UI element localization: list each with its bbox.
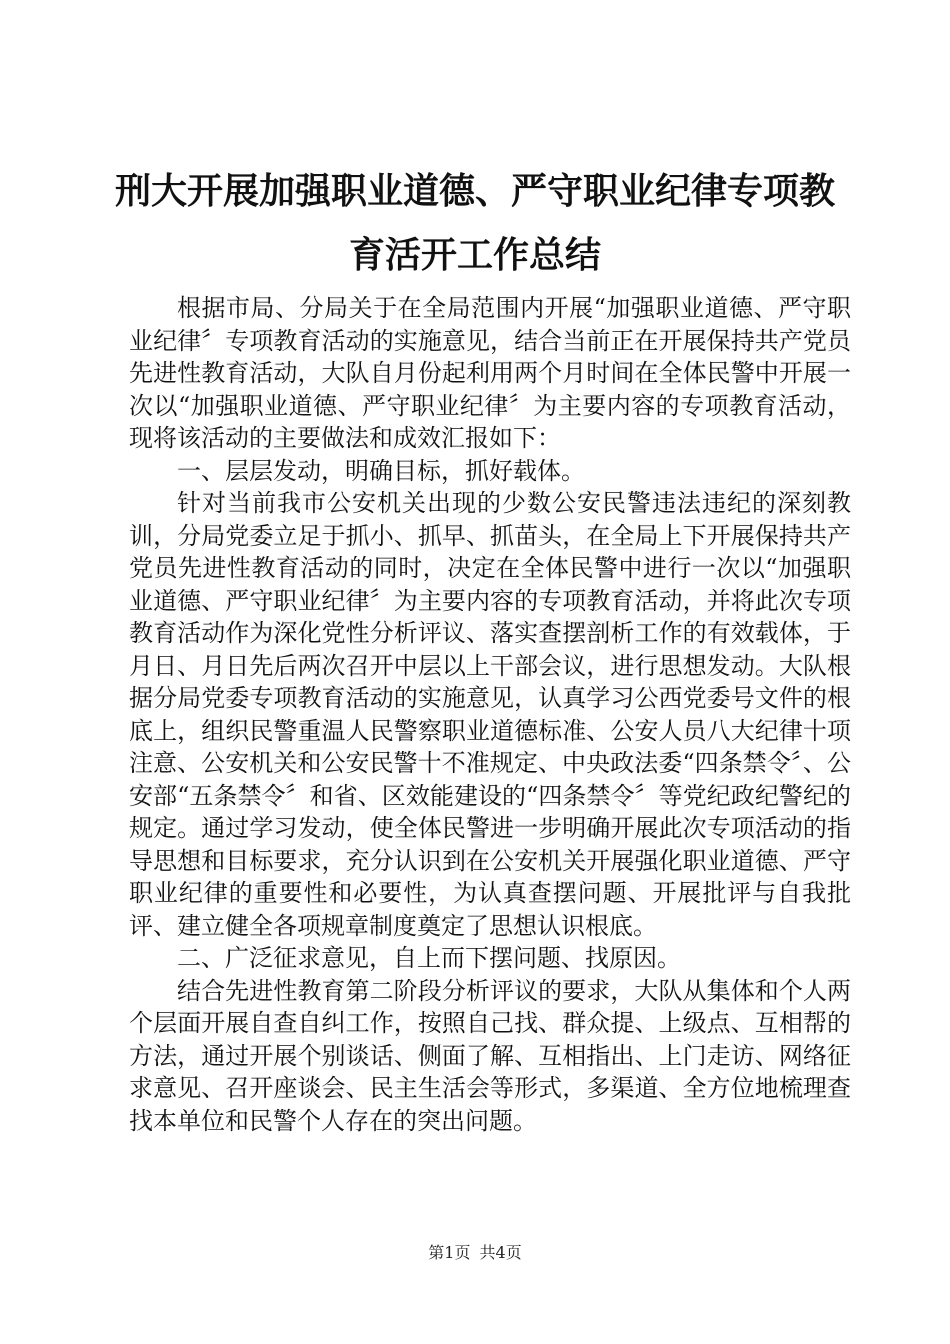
- page-footer: [0, 1243, 950, 1263]
- paragraph-section-1: 针对当前我市公安机关出现的少数公安民警违法违纪的深刻教训，分局党委立足于抓小、抓早、抓苗头，在全局上下开展保持共产党员先进性教育活动的同时，决定在全体民警中进行一次以“加强职业道德、严守职业纪律〞为主要内容的专项教育活动，并将此次专项教育活动作为深化党性分析评议、落实查摆剖析工作的有效载体，于月日、月日先后两次召开中层以上干部会议，进行思想发动。大队根据分局党委专项教育活动的实施意见，认真学习公西党委号文件的根底上，组织民警重温人民警察职业道德标准、公安人员八大纪律十项注意、公安机关和公安民警十不准规定、中央政法委“四条禁令〞、公安部“五条禁令〞和省、区效能建设的“四条禁令〞等党纪政纪警纪的规定。通过学习发动，使全体民警进一步明确开展此次专项活动的指导思想和目标要求，充分认识到在公安机关开展强化职业道德、严守职业纪律的重要性和必要性，为认真查摆问题、开展批评与自我批评、建立健全各项规章制度奠定了思想认识根底。: [129, 489, 851, 940]
- page-total: 共4页: [479, 1243, 522, 1262]
- paragraph-section-2: 结合先进性教育第二阶段分析评议的要求，大队从集体和个人两个层面开展自查自纠工作，按照自己找、群众提、上级点、互相帮的方法，通过开展个别谈话、侧面了解、互相指出、上门走访、网络征求意见、召开座谈会、民主生活会等形式，多渠道、全方位地梳理查找本单位和民警个人存在的突出问题。: [129, 976, 851, 1135]
- page-number: 第1页: [428, 1243, 471, 1262]
- title-line-1: 刑大开展加强职业道德、严守职业纪律专项教: [114, 171, 835, 212]
- section-heading-2: 二、广泛征求意见，自上而下摆问题、找原因。: [177, 944, 681, 972]
- document-body: [129, 292, 851, 1137]
- paragraph-intro: 根据市局、分局关于在全局范围内开展“加强职业道德、严守职业纪律〞专项教育活动的实施意见，结合当前正在开展保持共产党员先进性教育活动，大队自月份起利用两个月时间在全体民警中开展一次以“加强职业道德、严守职业纪律〞为主要内容的专项教育活动，现将该活动的主要做法和成效汇报如下：: [129, 294, 851, 452]
- document-title: [100, 160, 850, 288]
- section-heading-1: 一、层层发动，明确目标，抓好载体。: [177, 456, 585, 485]
- title-line-2: 育活开工作总结: [348, 235, 601, 276]
